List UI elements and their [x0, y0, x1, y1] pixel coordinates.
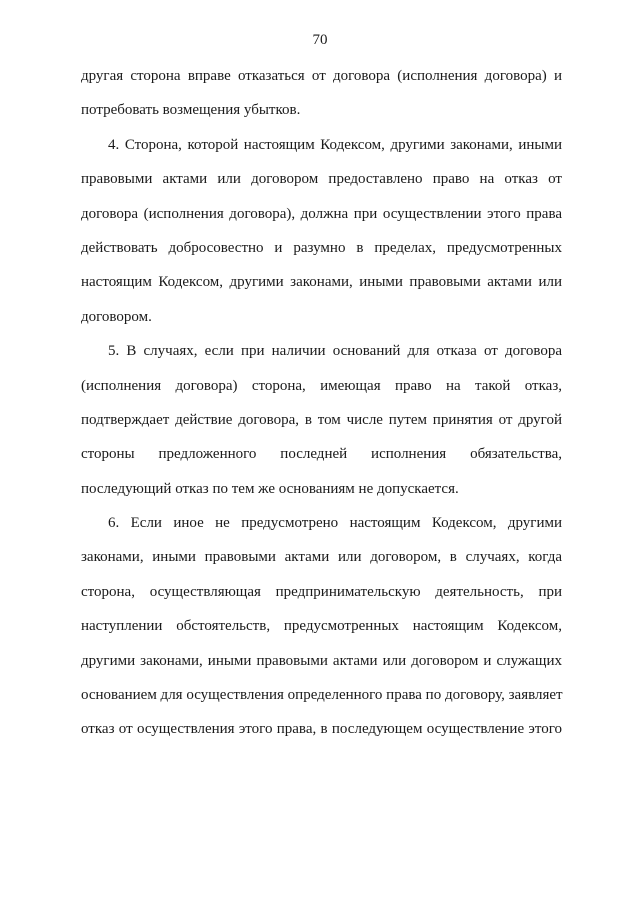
text-line: 6. Если иное не предусмотрено настоящим Кодексом, другими — [108, 515, 562, 532]
text-line: потребовать возмещения убытков. — [81, 102, 301, 119]
text-line: договором. — [81, 308, 152, 325]
text-line: законами, иными правовыми актами или договором, в случаях, когда — [81, 549, 562, 566]
text-line: другими законами, иными правовыми актами или договором и служащих — [81, 652, 562, 669]
text-line: 4. Сторона, которой настоящим Кодексом, другими законами, иными — [108, 136, 562, 153]
page-number: 70 — [312, 32, 328, 48]
text-line: подтверждает действие договора, в том числе путем принятия от другой — [81, 411, 562, 428]
text-line: настоящим Кодексом, другими законами, иными правовыми актами или — [81, 274, 562, 291]
text-line: 5. В случаях, если при наличии оснований для отказа от договора — [108, 343, 562, 360]
text-line: основанием для осуществления определенного права по договору, заявляет — [81, 687, 563, 704]
text-line: стороны предложенного последней исполнения обязательства, — [81, 446, 562, 463]
body-text — [81, 66, 562, 754]
text-line: договора (исполнения договора), должна при осуществлении этого права — [81, 205, 562, 222]
text-line: правовыми актами или договором предоставлено право на отказ от — [81, 171, 562, 188]
text-line: наступлении обстоятельств, предусмотренных настоящим Кодексом, — [81, 618, 562, 635]
text-line: действовать добросовестно и разумно в пределах, предусмотренных — [81, 239, 562, 256]
text-line: последующий отказ по тем же основаниям не допускается. — [81, 480, 459, 497]
text-line: отказ от осуществления этого права, в последующем осуществление этого — [81, 721, 562, 738]
text-line: другая сторона вправе отказаться от договора (исполнения договора) и — [81, 68, 562, 84]
text-line: сторона, осуществляющая предпринимательскую деятельность, при — [81, 583, 562, 600]
text-line: (исполнения договора) сторона, имеющая право на такой отказ, — [81, 377, 562, 394]
